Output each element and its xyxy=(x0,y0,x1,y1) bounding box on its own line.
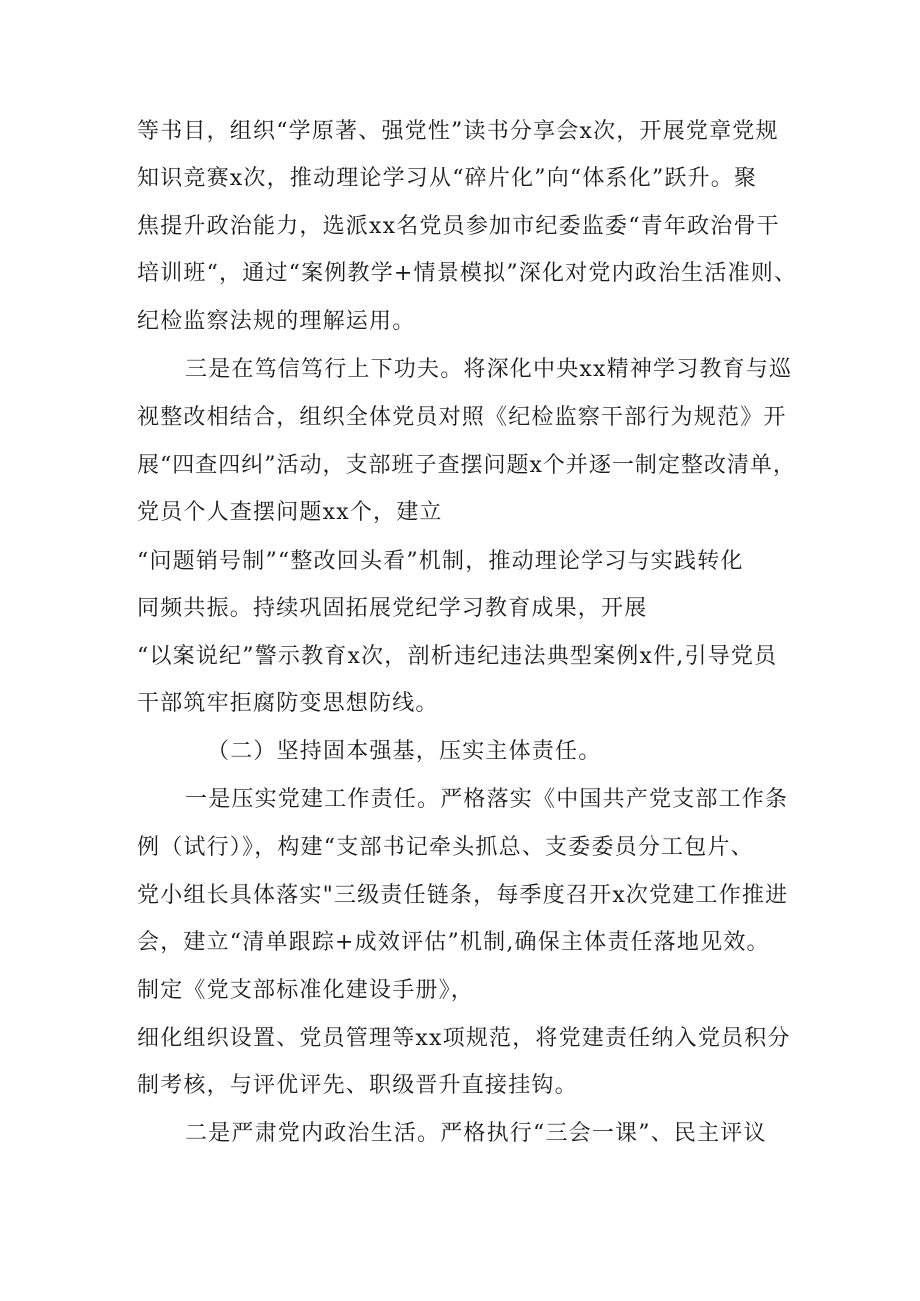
text-line: 等书目，组织“学原著、强党性”读书分享会x次，开展党章党规 xyxy=(137,119,779,144)
text-line: 视整改相结合，组织全体党员对照《纪检监察干部行为规范》开 xyxy=(137,405,787,430)
text-line: 党员个人查摆问题xx个，建立 xyxy=(137,500,443,525)
text-line: 纪检监察法规的理解运用。 xyxy=(137,309,416,334)
paragraph-start-line: 一是压实党建工作责任。严格落实《中国共产党支部工作条 xyxy=(185,787,789,812)
paragraph-start-line: 三是在笃信笃行上下功夫。将深化中央xx精神学习教育与巡 xyxy=(185,357,793,382)
text-line: 制定《党支部标准化建设手册》， xyxy=(137,978,475,1003)
text-line: 党小组长具体落实"三级责任链条，每季度召开x次党建工作推进 xyxy=(137,883,789,908)
paragraph-start-line: 二是严肃党内政治生活。严格执行“三会一课”、民主评议 xyxy=(185,1121,767,1146)
text-line: 干部筑牢拒腐防变思想防线。 xyxy=(137,691,439,716)
text-line: 同频共振。持续巩固拓展党纪学习教育成果，开展 xyxy=(137,596,648,621)
text-line: “问题销号制”“整改回头看”机制，推动理论学习与实践转化 xyxy=(137,549,744,574)
text-line: 培训班“，通过“案例教学+情景模拟”深化对党内政治生活准则、 xyxy=(137,261,798,286)
text-line: “以案说纪”警示教育x次，剖析违纪违法典型案例x件,引导党员 xyxy=(137,644,778,669)
text-line: 知识竞赛x次，推动理论学习从“碎片化”向“体系化”跃升。聚 xyxy=(137,166,758,191)
text-line: 会，建立“清单跟踪+成效评估”机制,确保主体责任落地见效。 xyxy=(137,930,770,955)
section-heading: （二）坚持固本强基，压实主体责任。 xyxy=(207,739,602,764)
text-line: 细化组织设置、党员管理等xx项规范，将党建责任纳入党员积分 xyxy=(137,1026,791,1051)
text-line: 制考核，与评优评先、职级晋升直接挂钩。 xyxy=(137,1073,578,1098)
text-line: 例（试行）》，构建“支部书记牵头抓总、支委委员分工包片、 xyxy=(137,835,754,860)
text-line: 展“四查四纠”活动，支部班子查摆问题x个并逐一制定整改清单， xyxy=(137,453,796,478)
text-line: 焦提升政治能力，选派xx名党员参加市纪委监委“青年政治骨干 xyxy=(137,214,780,239)
